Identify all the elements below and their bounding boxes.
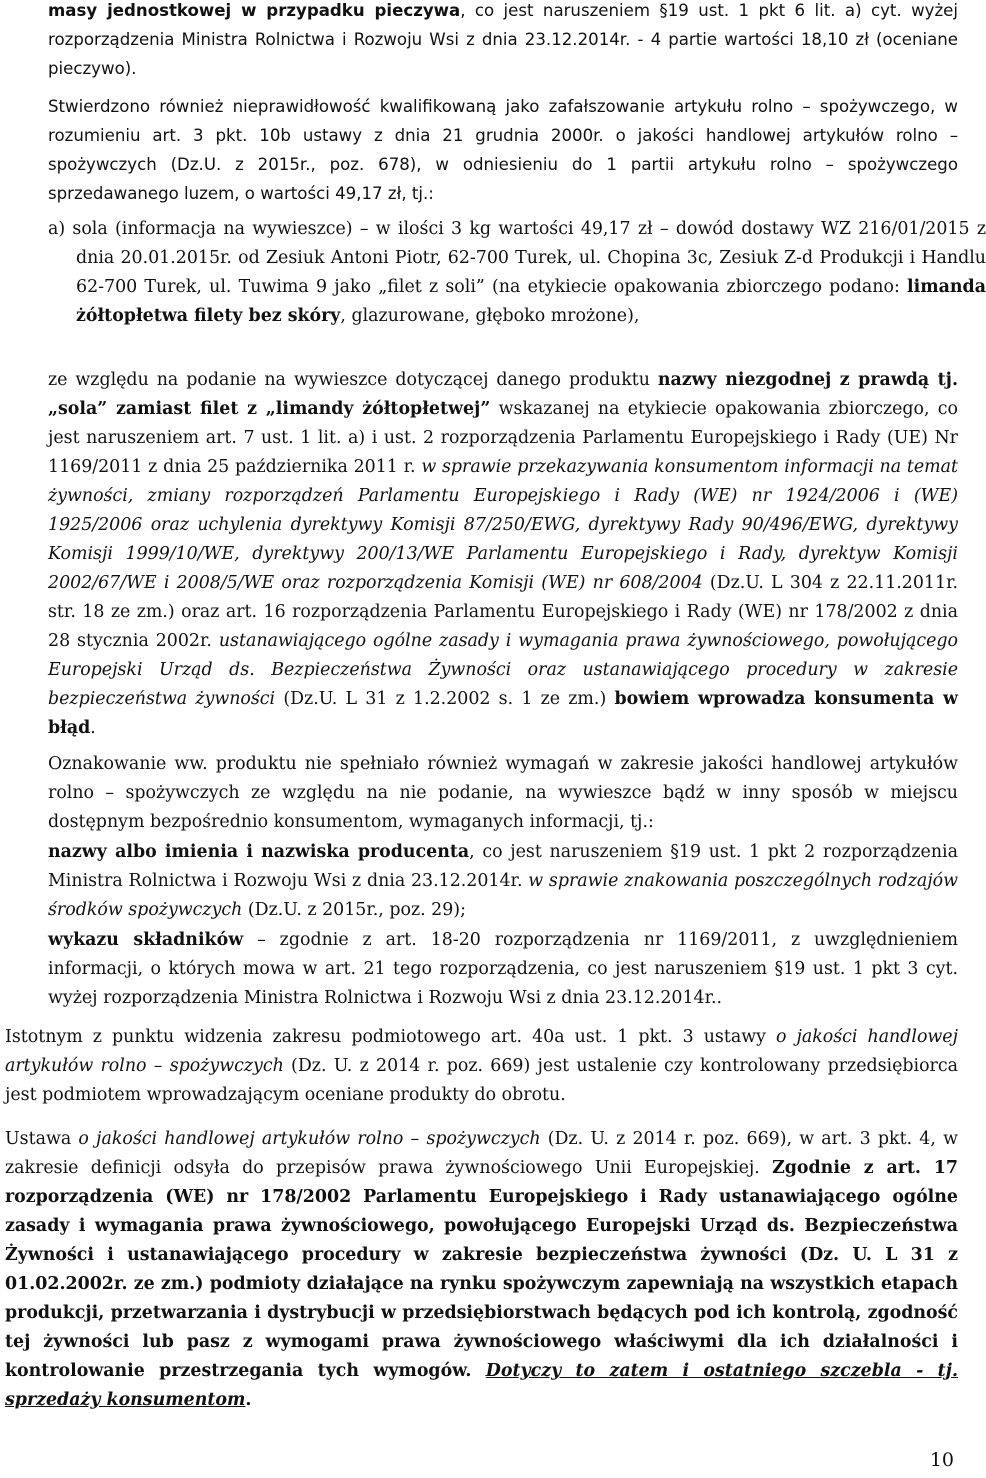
- paragraph-misleading-name: [48, 366, 958, 743]
- italic-phrase: o jakości handlowej artykułów rolno – spożywczych: [78, 1129, 541, 1149]
- text-run: , co jest naruszeniem §19 ust. 1 pkt 6 lit. a) cyt. wyżej rozporządzenia Ministra Rolnictwa i Rozwoju Wsi z dnia 23.12.2014r. - 4 partie wartości 18,10 zł (oceniane pieczywo).: [48, 1, 958, 78]
- text-run: .: [90, 718, 96, 738]
- paragraph-labeling: [48, 750, 958, 837]
- bold-phrase: masy jednostkowej w przypadku pieczywa: [48, 1, 461, 20]
- italic-phrase: Dotyczy to zatem i ostatniego szczebla - tj. sprzedaży konsumentom: [5, 1361, 959, 1410]
- text-run: (Dz.U. L 31 z 1.2.2002 s. 1 ze zm.): [275, 689, 607, 709]
- bold-phrase: limanda żółtopłetwa filety bez skóry: [76, 277, 986, 326]
- italic-phrase: o jakości handlowej artykułów rolno – spożywczych: [5, 1027, 958, 1076]
- text-run: wskazanej na etykiecie opakowania zbiorczego, co jest naruszeniem art. 7 ust. 1 lit. a) i ust. 2 rozporządzenia Parlamentu Europejskiego i Rady (UE) Nr 1169/2011 z dnia 25 października 2011 r.: [48, 399, 958, 477]
- page-number: 10: [929, 1449, 954, 1471]
- text-run: Istotnym z punktu widzenia zakresu podmiotowego art. 40a ust. 1 pkt. 3 ustawy: [5, 1027, 776, 1047]
- text-run: (Dz. U. z 2014 r. poz. 669), w art. 3 pkt. 4, w zakresie definicji odsyła do przepisów prawa żywnościowego Unii Europejskiej.: [5, 1129, 958, 1178]
- text-run: (Dz. U. z 2014 r. poz. 669) jest ustalenie czy kontrolowany przedsiębiorca jest podmiotem wprowadzającym oceniane produkty do obrotu.: [5, 1056, 958, 1105]
- text-run: Oznakowanie ww. produktu nie spełniało również wymagań w zakresie jakości handlowej artykułów rolno – spożywczych ze względu na nie podanie, na wywieszce bądź w inny sposób w miejscu dostępnym bezpośrednio konsumentom, wymaganych informacji, tj.:: [48, 754, 958, 832]
- italic-phrase: w sprawie przekazywania konsumentom informacji na temat żywności, zmiany rozporządzeń Parlamentu Europejskiego i Rady (WE) nr 1924/2006 i (WE) 1925/2006 oraz uchylenia dyrektywy Komisji 87/250/EWG, dyrektywy Rady 90/496/EWG, dyrektywy Komisji 1999/10/WE, dyrektywy 200/13/WE Parlamentu Europejskiego i Rady, dyrektyw Komisji 2002/67/WE i 2008/5/WE oraz rozporządzenia Komisji (WE) nr 608/2004: [48, 457, 958, 593]
- italic-phrase: w sprawie znakowania poszczególnych rodzajów środków spożywczych: [48, 871, 959, 920]
- list-item-a: [48, 215, 986, 331]
- bold-phrase: nazwy niezgodnej z prawdą tj. „sola” zamiast filet z „limandy żółtopłetwej”: [48, 370, 958, 419]
- text-run: , co jest naruszeniem §19 ust. 1 pkt 2 rozporządzenia Ministra Rolnictwa i Rozwoju Wsi z dnia 23.12.2014r.: [48, 842, 958, 891]
- bold-phrase: .: [245, 1390, 252, 1410]
- paragraph-act-definition: [5, 1125, 958, 1415]
- paragraph-producer-name: [48, 838, 958, 925]
- text-run: Ustawa: [5, 1129, 79, 1149]
- text-run: a) sola (informacja na wywieszce) – w ilości 3 kg wartości 49,17 zł – dowód dostawy WZ 216/01/2015 z dnia 20.01.2015r. od Zesiuk Antoni Piotr, 62-700 Turek, ul. Chopina 3c, Zesiuk Z-d Produkcji i Handlu 62-700 Turek, ul. Tuwima 9 jako „filet z soli” (na etykiecie opakowania zbiorczego podano:: [48, 219, 986, 297]
- paragraph-ingredients: [48, 926, 958, 1013]
- italic-phrase: ustanawiającego ogólne zasady i wymagania prawa żywnościowego, powołującego Europejski Urząd ds. Bezpieczeństwa Żywności oraz ustanawiającego procedury w zakresie bezpieczeństwa żywności: [48, 631, 958, 709]
- paragraph-subject-scope: [5, 1023, 958, 1110]
- bold-phrase: bowiem wprowadza konsumenta w błąd: [48, 689, 959, 738]
- text-run: ze względu na podanie na wywieszce dotyczącej danego produktu: [48, 370, 658, 390]
- bold-phrase: nazwy albo imienia i nazwiska producenta: [48, 842, 470, 862]
- text-run: (Dz.U. L 304 z 22.11.2011r. str. 18 ze zm.) oraz art. 16 rozporządzenia Parlamentu Europejskiego i Rady (WE) nr 178/2002 z dnia 28 stycznia 2002r.: [48, 573, 958, 651]
- bold-phrase: Zgodnie z art. 17 rozporządzenia (WE) nr 178/2002 Parlamentu Europejskiego i Rady ustanawiającego ogólne zasady i wymagania prawa żywnościowego, powołującego Europejski Urząd ds. Bezpieczeństwa Żywności i ustanawiającego procedury w zakresie bezpieczeństwa żywności (Dz. U. L 31 z 01.02.2002r. ze zm.) podmioty działające na rynku spożywczym zapewniają na wszystkich etapach produkcji, przetwarzania i dystrybucji w przedsiębiorstwach będących pod ich kontrolą, zgodność tej żywności lub pasz z wymogami prawa żywnościowego właściwymi dla ich działalności i kontrolowanie przestrzegania tych wymogów.: [5, 1158, 958, 1381]
- text-run: Stwierdzono również nieprawidłowość kwalifikowaną jako zafałszowanie artykułu rolno – spożywczego, w rozumieniu art. 3 pkt. 10b ustawy z dnia 21 grudnia 2000r. o jakości handlowej artykułów rolno – spożywczych (Dz.U. z 2015r., poz. 678), w odniesieniu do 1 partii artykułu rolno – spożywczego sprzedawanego luzem, o wartości 49,17 zł, tj.:: [48, 97, 958, 203]
- paragraph-adulteration: [48, 92, 958, 208]
- text-run: – zgodnie z art. 18-20 rozporządzenia nr 1169/2011, z uwzględnieniem informacji, o których mowa w art. 21 tego rozporządzenia, co jest naruszeniem §19 ust. 1 pkt 3 cyt. wyżej rozporządzenia Ministra Rolnictwa i Rozwoju Wsi z dnia 23.12.2014r..: [48, 930, 958, 1008]
- paragraph-bread-mass: [48, 0, 958, 83]
- text-run: , glazurowane, głęboko mrożone),: [340, 306, 640, 326]
- bold-phrase: wykazu składników: [48, 930, 244, 950]
- text-run: (Dz.U. z 2015r., poz. 29);: [242, 900, 466, 920]
